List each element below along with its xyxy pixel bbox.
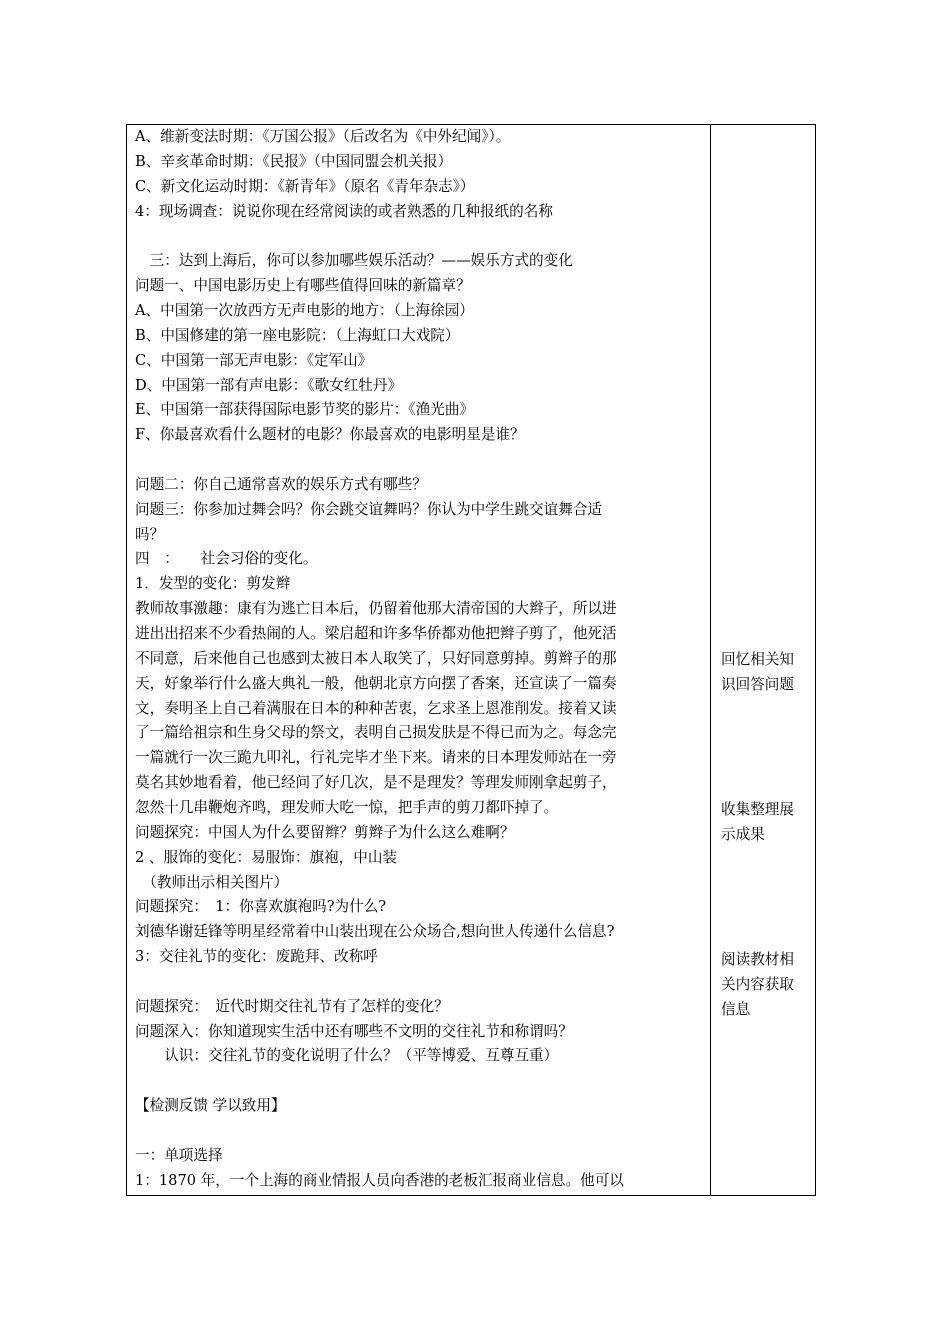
activity-line: 阅读教材相 — [721, 951, 794, 968]
content-line: 莫名其妙地看着，他已经问了好几次，是不是理发？等理发师刚拿起剪子， — [135, 774, 617, 792]
activity-line: 信息 — [721, 1001, 751, 1018]
content-line: 【检测反馈 学以致用】 — [135, 1097, 286, 1115]
content-line: 一篇就行一次三跪九叩礼，行礼完毕才坐下来。请来的日本理发师站在一旁 — [135, 749, 617, 767]
content-line: 1．发型的变化：剪发辫 — [135, 575, 291, 593]
activity-line: 关内容获取 — [721, 976, 794, 993]
content-line: 刘德华谢廷锋等明星经常着中山装出现在公众场合,想向世人传递什么信息? — [135, 923, 615, 941]
content-line: 4：现场调查：说说你现在经常阅读的或者熟悉的几种报纸的名称 — [135, 202, 553, 220]
content-line: 四 ： 社会习俗的变化。 — [135, 550, 318, 568]
content-line: 2 、服饰的变化：易服饰：旗袍，中山装 — [135, 848, 398, 866]
content-line: 不同意，后来他自己也感到太被日本人取笑了，只好同意剪掉。剪辫子的那 — [135, 649, 617, 667]
column-divider — [710, 125, 711, 1195]
content-line: C、中国第一部无声电影：《定军山》 — [135, 351, 373, 369]
content-line: 忽然十几串鞭炮齐鸣，理发师大吃一惊，把手声的剪刀都吓掉了。 — [135, 798, 559, 816]
content-line: F、你最喜欢看什么题材的电影？你最喜欢的电影明星是谁？ — [135, 426, 525, 444]
content-line: 3：交往礼节的变化：废跪拜、改称呼 — [135, 948, 378, 966]
content-line: 问题二：你自己通常喜欢的娱乐方式有哪些？ — [135, 475, 427, 493]
content-line: 认识：交往礼节的变化说明了什么？（平等博爱、互尊互重） — [135, 1047, 559, 1065]
content-line: 教师故事激趣：康有为逃亡日本后，仍留着他那大清帝国的大辫子，所以进 — [135, 600, 617, 618]
content-line: 文，奏明圣上自己着满服在日本的种种苦衷，乞求圣上恩准削发。接着又读 — [135, 699, 617, 717]
activity-line: 识回答问题 — [721, 676, 794, 693]
content-line: B、中国修建的第一座电影院：（上海虹口大戏院） — [135, 326, 460, 344]
content-line: 一：单项选择 — [135, 1146, 223, 1164]
content-line: 问题探究： 1：你喜欢旗袍吗?为什么? — [135, 898, 387, 916]
content-line: B、辛亥革命时期：《民报》（中国同盟会机关报） — [135, 152, 453, 170]
content-line: 进出出招来不少看热闹的人。梁启超和许多华侨都劝他把辫子剪了，他死活 — [135, 625, 617, 642]
content-line: C、新文化运动时期：《新青年》（原名《青年杂志》） — [135, 177, 475, 195]
content-line: 天，好象举行什么盛大典礼一般，他朝北京方向摆了香案，还宣读了一篇奏 — [135, 674, 617, 692]
content-line: 问题一、中国电影历史上有哪些值得回味的新篇章？ — [135, 277, 471, 295]
activity-line: 收集整理展 — [721, 801, 794, 818]
content-line: （教师出示相关图片） — [135, 873, 289, 891]
activity-line: 示成果 — [721, 826, 765, 843]
content-line: 问题三：你参加过舞会吗？你会跳交谊舞吗？你认为中学生跳交谊舞合适 — [135, 500, 603, 518]
content-line: 吗？ — [135, 525, 165, 543]
content-line: D、中国第一部有声电影：《歌女红牡丹》 — [135, 376, 403, 394]
content-line: 问题探究： 近代时期交往礼节有了怎样的变化？ — [135, 997, 449, 1015]
content-line: A、中国第一次放西方无声电影的地方：（上海徐园） — [135, 301, 474, 319]
content-line: 问题探究：中国人为什么要留辫？剪辫子为什么这么难啊？ — [135, 823, 515, 841]
content-line: A、维新变法时期：《万国公报》（后改名为《中外纪闻》）。 — [135, 128, 511, 145]
content-line: 问题深入：你知道现实生活中还有哪些不文明的交往礼节和称谓吗？ — [135, 1022, 573, 1040]
activity-line: 回忆相关知 — [721, 651, 794, 668]
content-line: 了一篇给祖宗和生身父母的祭文，表明自己损发肤是不得已而为之。每念完 — [135, 724, 617, 742]
content-line: 三：达到上海后，你可以参加哪些娱乐活动？——娱乐方式的变化 — [135, 252, 573, 270]
lesson-table — [126, 124, 816, 1196]
content-line: E、中国第一部获得国际电影节奖的影片：《渔光曲》 — [135, 401, 475, 419]
content-line: 1：1870 年，一个上海的商业情报人员向香港的老板汇报商业信息。他可以 — [135, 1171, 624, 1189]
